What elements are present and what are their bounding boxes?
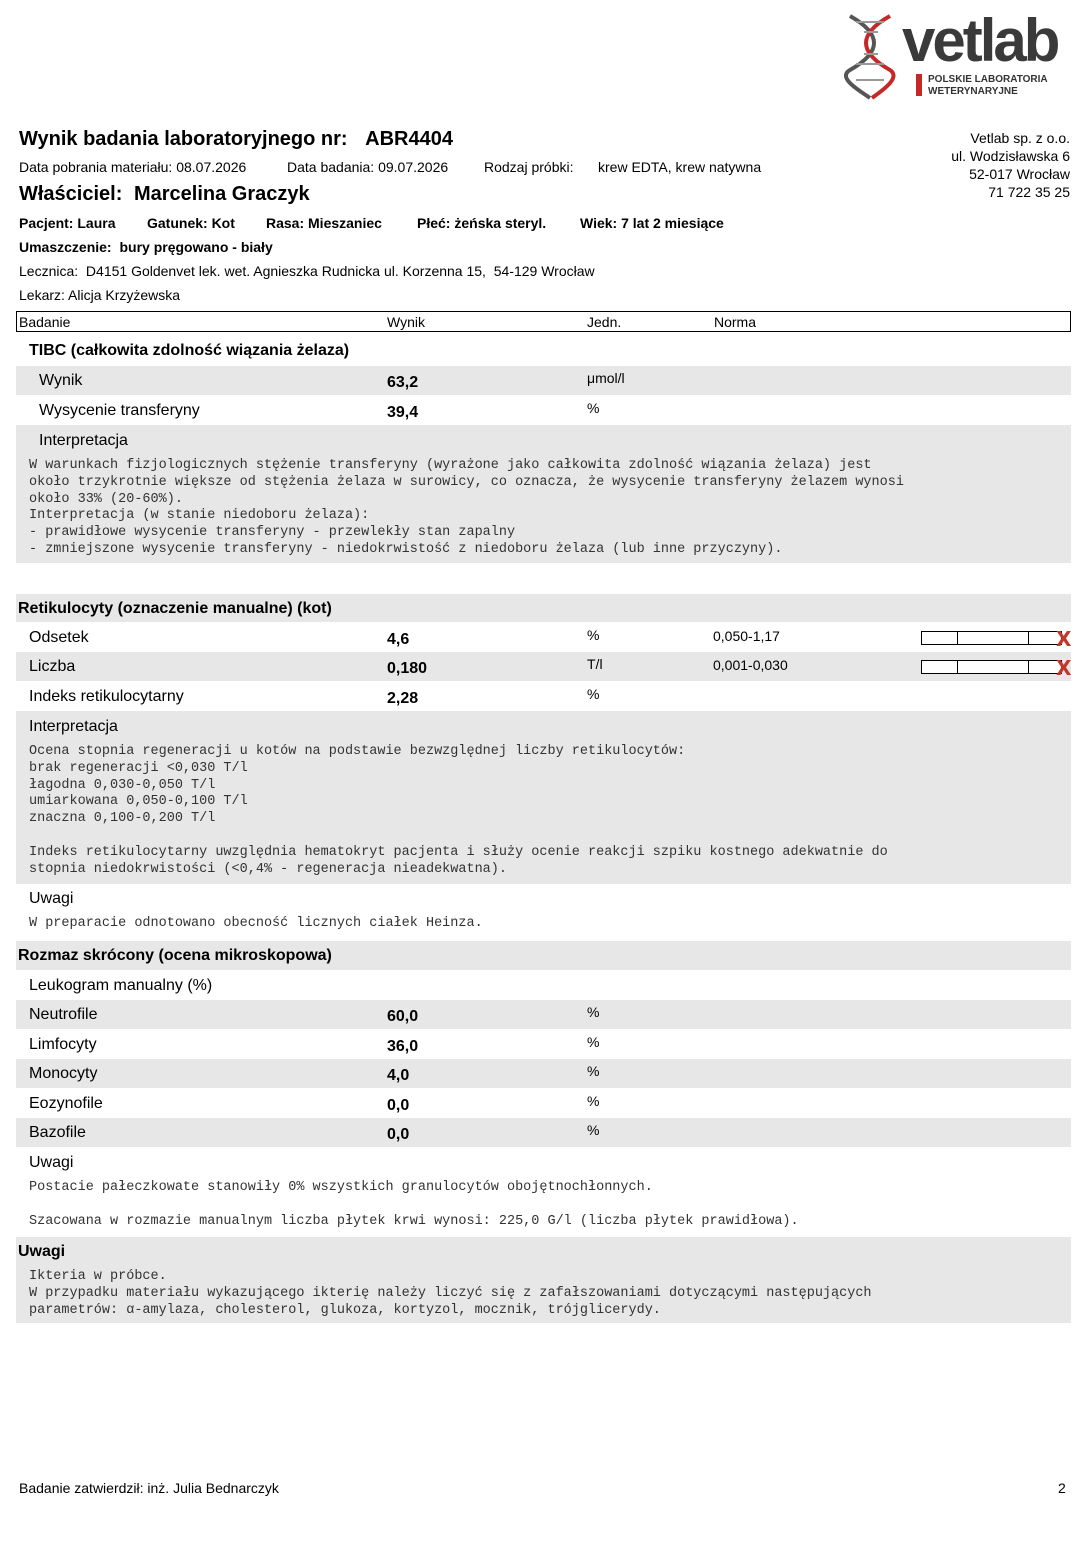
row-name: Bazofile — [29, 1124, 86, 1141]
patient-name: Pacjent: Laura — [19, 215, 116, 231]
company-phone: 71 722 35 25 — [988, 184, 1070, 200]
row-value: 60,0 — [387, 1008, 419, 1025]
coat-label: Umaszczenie: — [19, 239, 112, 255]
row-value: 0,180 — [387, 660, 428, 677]
row-name: Neutrofile — [29, 1006, 98, 1023]
smear-title: Rozmaz skrócony (ocena mikroskopowa) — [18, 947, 332, 964]
smear-title-bar — [16, 941, 1071, 970]
tibc-interp-text: W warunkach fizjologicznych stężenie transferyny (wyrażone jako całkowita zdolność wiązania żelaza) jest około trzykrotnie większe od stężenia żelaza w surowicy, co oznacza, że wysycenie transferyny żelazem wynosi około 33% (20-60%). Interpretacja (w stanie niedoboru żelaza): - prawidłowe wysycenie transferyny - przewlekły stan zapalny - zmniejszone wysycenie transferyny - niedokrwistość z niedoboru żelaza (lub inne przyczyny). — [29, 458, 904, 557]
row-name: Indeks retikulocytarny — [29, 688, 184, 705]
owner — [19, 183, 310, 206]
row-name: Wynik — [39, 372, 83, 389]
clinic: Lecznica: D4151 Goldenvet lek. wet. Agnieszka Rudnicka ul. Korzenna 15, 54-129 Wrocław — [19, 263, 595, 279]
owner-name: Marcelina Graczyk — [133, 183, 310, 205]
out-of-range-flag: X — [1056, 656, 1072, 680]
row-value: 4,0 — [387, 1067, 410, 1084]
collection-date: Data pobrania materiału: 08.07.2026 — [19, 159, 247, 175]
row-unit: % — [587, 1122, 600, 1138]
row-norm: 0,050-1,17 — [713, 628, 780, 644]
out-of-range-flag: X — [1056, 627, 1072, 651]
coat-value: bury pręgowano - biały — [119, 239, 273, 255]
table-row — [16, 396, 1071, 425]
row-value: 0,0 — [387, 1097, 410, 1114]
table-header — [16, 311, 1071, 332]
table-row — [16, 623, 1071, 652]
patient-sex: Płeć: żeńska steryl. — [417, 215, 547, 231]
row-unit: % — [587, 400, 600, 416]
smear-notes-text: Postacie pałeczkowate stanowiły 0% wszystkich granulocytów obojętnochłonnych. Szacowana w rozmazie manualnym liczba płytek krwi wynosi: 225,0 G/l (liczba płytek prawidłowa). — [29, 1180, 799, 1229]
dna-helix-icon — [842, 12, 904, 100]
vetlab-logo — [842, 7, 1072, 102]
row-unit: μmol/l — [587, 370, 625, 386]
table-row — [16, 366, 1071, 395]
row-unit: % — [587, 1034, 600, 1050]
owner-label: Właściciel: — [19, 183, 123, 205]
row-value: 63,2 — [387, 374, 419, 391]
row-unit: % — [587, 1093, 600, 1109]
company-city: 52-017 Wrocław — [969, 166, 1070, 182]
row-value: 39,4 — [387, 404, 419, 421]
row-unit: % — [587, 1063, 600, 1079]
row-name: Wysycenie transferyny — [39, 402, 200, 419]
retic-interpretation-box — [16, 711, 1071, 884]
table-row — [16, 682, 1071, 711]
general-notes-box — [16, 1237, 1071, 1323]
table-row — [16, 1089, 1071, 1118]
row-name: Monocyty — [29, 1065, 98, 1082]
tibc-interp-title: Interpretacja — [39, 432, 128, 449]
retic-notes-title: Uwagi — [29, 890, 74, 907]
logo-tagline-1: POLSKIE LABORATORIA — [928, 74, 1048, 85]
smear-subtitle: Leukogram manualny (%) — [29, 977, 213, 994]
retic-notes-text: W preparacie odnotowano obecność licznych ciałek Heinza. — [29, 916, 483, 931]
row-value: 36,0 — [387, 1038, 419, 1055]
col-test: Badanie — [19, 314, 71, 330]
row-unit: T/l — [587, 656, 603, 672]
smear-notes-title: Uwagi — [29, 1154, 74, 1171]
patient-coat — [19, 239, 273, 255]
row-name: Odsetek — [29, 629, 89, 646]
row-name: Liczba — [29, 658, 76, 675]
general-notes-text: Ikteria w próbce. W przypadku materiału wykazującego ikterię należy liczyć się z zafałszowaniami dotyczącymi następujących parametrów: α-amylaza, cholesterol, glukoza, kortyzol, mocznik, trójglicerydy. — [29, 1269, 872, 1318]
logo-tagline-2: WETERYNARYJNE — [928, 86, 1018, 97]
sample-type-label: Rodzaj próbki: — [484, 159, 574, 175]
retic-title-bar — [16, 594, 1071, 622]
patient-age: Wiek: 7 lat 2 miesiące — [580, 215, 724, 231]
table-row — [16, 1030, 1071, 1059]
patient-breed: Rasa: Mieszaniec — [266, 215, 382, 231]
range-bar — [921, 631, 1062, 645]
approved-by: Badanie zatwierdził: inż. Julia Bednarczyk — [19, 1480, 279, 1496]
general-notes-title: Uwagi — [18, 1243, 66, 1260]
retic-interp-text: Ocena stopnia regeneracji u kotów na podstawie bezwzględnej liczby retikulocytów: brak regeneracji <0,030 T/l łagodna 0,030-0,050 T/l umiarkowana 0,050-0,100 T/l znaczna 0,100-0,200 T/l Indeks retikulocytarny uwzględnia hematokryt pacjenta i służy ocenie reakcji szpiku kostnego adekwatnie do stopnia niedokrwistości (<0,4% - regeneracja nieadekwatna). — [29, 744, 888, 877]
row-unit: % — [587, 1004, 600, 1020]
range-bar — [921, 660, 1062, 674]
tibc-interpretation-box — [16, 425, 1071, 563]
report-title — [19, 128, 453, 151]
company-info — [951, 129, 1070, 201]
row-value: 2,28 — [387, 690, 419, 707]
col-result: Wynik — [387, 314, 425, 330]
row-value: 4,6 — [387, 631, 410, 648]
report-title-label: Wynik badania laboratoryjnego nr: — [19, 128, 348, 150]
logo-brand: vetlab — [902, 7, 1058, 74]
page-number: 2 — [1058, 1480, 1066, 1496]
row-name: Limfocyty — [29, 1036, 97, 1053]
test-date: Data badania: 09.07.2026 — [287, 159, 449, 175]
table-row — [16, 1118, 1071, 1147]
table-row — [16, 1000, 1071, 1029]
row-value: 0,0 — [387, 1126, 410, 1143]
row-unit: % — [587, 686, 600, 702]
report-number: ABR4404 — [365, 128, 453, 150]
retic-title: Retikulocyty (oznaczenie manualne) (kot) — [18, 600, 332, 617]
patient-species: Gatunek: Kot — [147, 215, 235, 231]
company-street: ul. Wodzisławska 6 — [951, 148, 1070, 164]
table-row — [16, 652, 1071, 681]
doctor: Lekarz: Alicja Krzyżewska — [19, 287, 181, 303]
row-name: Eozynofile — [29, 1095, 103, 1112]
row-unit: % — [587, 627, 600, 643]
table-row — [16, 1059, 1071, 1088]
sample-type: krew EDTA, krew natywna — [598, 159, 762, 175]
col-norm: Norma — [714, 314, 757, 330]
tibc-title: TIBC (całkowita zdolność wiązania żelaza) — [29, 342, 350, 359]
col-unit: Jedn. — [587, 314, 622, 330]
logo-red-bar — [916, 74, 922, 96]
retic-interp-title: Interpretacja — [29, 718, 118, 735]
company-name: Vetlab sp. z o.o. — [970, 130, 1070, 146]
row-norm: 0,001-0,030 — [713, 657, 788, 673]
